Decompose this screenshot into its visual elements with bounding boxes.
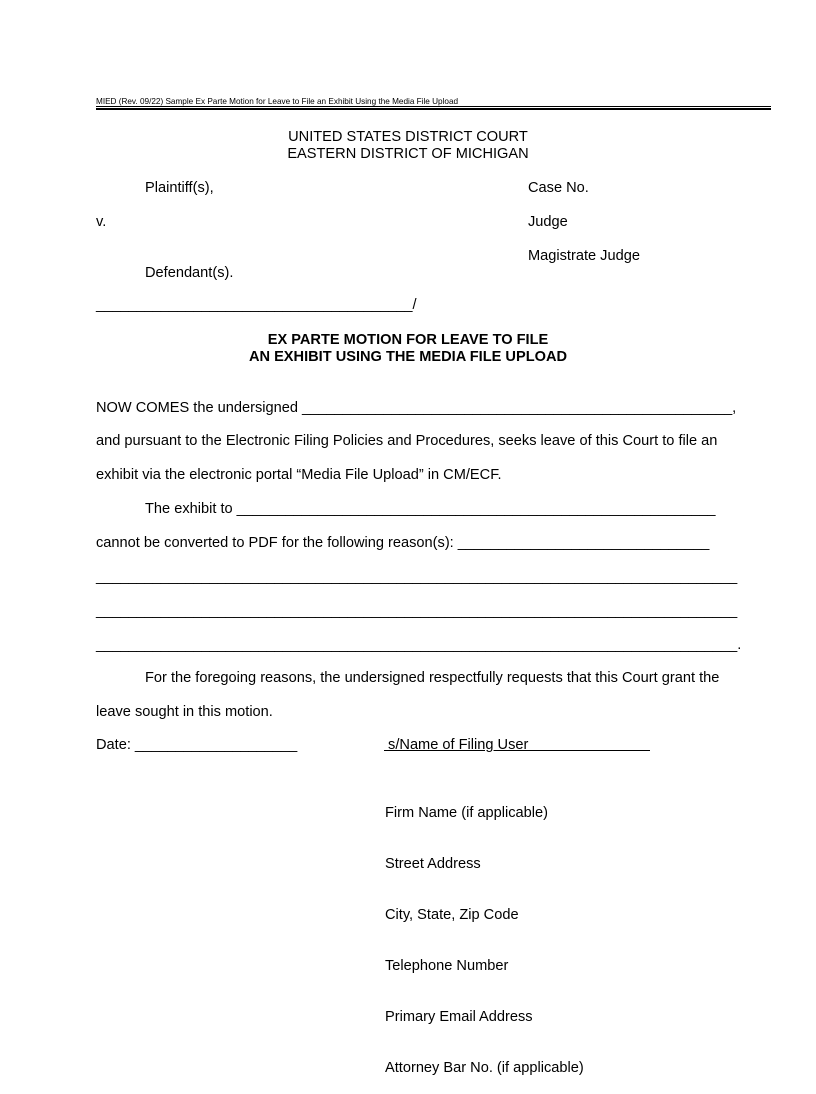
motion-subtitle: AN EXHIBIT USING THE MEDIA FILE UPLOAD xyxy=(248,349,568,365)
case-no-label: Case No. xyxy=(528,180,589,196)
firm-name: Firm Name (if applicable) xyxy=(385,805,549,821)
motion-title: EX PARTE MOTION FOR LEAVE TO FILE xyxy=(267,332,549,348)
reason-blank-2: _______________________________________________________________________________ xyxy=(96,603,738,619)
judge-label: Judge xyxy=(528,214,568,230)
paragraph-2-line-2: cannot be converted to PDF for the following reason(s): _______________________________ xyxy=(96,535,710,551)
paragraph-1-line-2: and pursuant to the Electronic Filing Policies and Procedures, seeks leave of this Court to file an xyxy=(96,433,718,449)
reason-blank-3: _______________________________________________________________________________. xyxy=(96,637,742,653)
primary-email: Primary Email Address xyxy=(385,1009,533,1025)
signature-block xyxy=(385,771,584,1094)
paragraph-1-line-1: NOW COMES the undersigned _____________________________________________________, xyxy=(96,400,737,416)
city-state-zip: City, State, Zip Code xyxy=(385,907,519,923)
paragraph-3-line-1: For the foregoing reasons, the undersigned respectfully requests that this Court grant the xyxy=(145,670,720,686)
paragraph-2-line-1: The exhibit to ___________________________________________________________ xyxy=(145,501,716,517)
court-name: UNITED STATES DISTRICT COURT xyxy=(288,129,528,145)
reason-blank-1: _______________________________________________________________________________ xyxy=(96,569,738,585)
defendant-label: Defendant(s). xyxy=(145,265,234,281)
paragraph-1-line-3: exhibit via the electronic portal “Media File Upload” in CM/ECF. xyxy=(96,467,502,483)
caption-divider: _______________________________________/ xyxy=(96,297,417,313)
magistrate-judge-label: Magistrate Judge xyxy=(528,248,640,264)
paragraph-3-line-2: leave sought in this motion. xyxy=(96,704,273,720)
header-rule-thick xyxy=(96,108,771,110)
attorney-bar-no: Attorney Bar No. (if applicable) xyxy=(385,1060,584,1076)
form-header: MIED (Rev. 09/22) Sample Ex Parte Motion for Leave to File an Exhibit Using the Media File Upload xyxy=(96,97,459,106)
court-district: EASTERN DISTRICT OF MICHIGAN xyxy=(287,146,529,162)
filing-user-signature: s/Name of Filing User xyxy=(384,737,650,753)
header-rule-thin xyxy=(96,106,771,107)
versus-label: v. xyxy=(96,214,107,230)
street-address: Street Address xyxy=(385,856,481,872)
telephone-number: Telephone Number xyxy=(385,958,509,974)
plaintiff-label: Plaintiff(s), xyxy=(145,180,214,196)
date-field: Date: ____________________ xyxy=(96,737,298,753)
